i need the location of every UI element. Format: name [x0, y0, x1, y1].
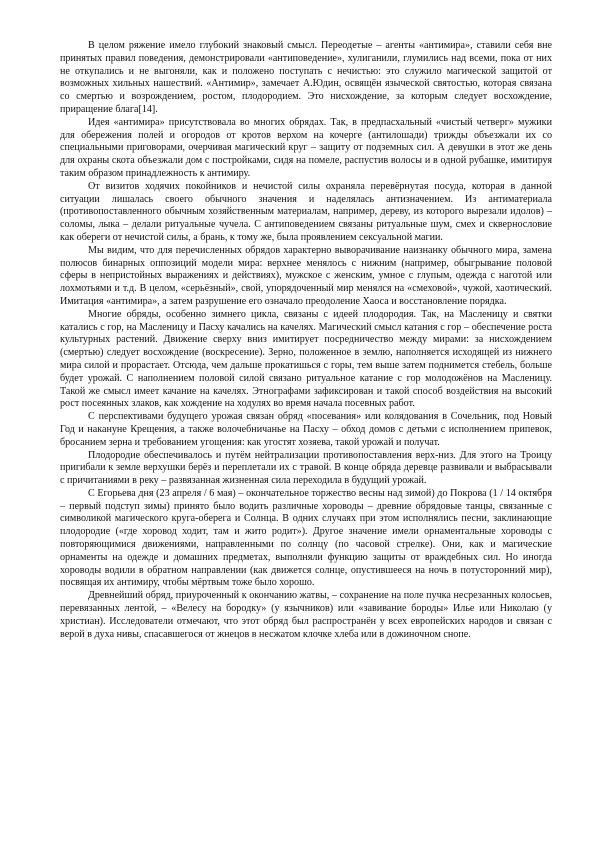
paragraph-4: Мы видим, что для перечисленных обрядов характерно выворачивание наизнанку обычного мира, замена полюсов бинарных оппозиций модели мира: верхнее менялось с нижним (например, обыгрывание половой сферы в непристойных выражениях и действиях), мужское с женским, умное с глупым, одежда с наготой или лохмотьями и т.д. В целом, «серьёзный», свой, упорядоченный мир менялся на «смеховой», чужой, хаотический. Имитация «антимира», а затем разрушение его означало преодоление Хаоса и восстановление порядка.	[60, 244, 552, 307]
document-page	[60, 40, 552, 641]
paragraph-9: Древнейший обряд, приуроченный к окончанию жатвы, – сохранение на поле пучка несрезанных колосьев, перевязанных лентой, – «Велесу на бородку» (у язычников) или «завивание бороды» Илье или Николаю (у христиан). Исследователи отмечают, что этот обряд был распространён у всех европейских народов и связан с верой в духа нивы, спасавшегося от жнецов в несжатом клочке хлеба или в дожиночном снопе.	[60, 590, 552, 640]
paragraph-1: В целом ряжение имело глубокий знаковый смысл. Переодетые – агенты «антимира», ставили себя вне принятых правил поведения, демонстрировали «антиповедение», хулиганили, глумились над всеми, пока от них не откупались и не выгоняли, как и положено поступать с нечистью: это служило магической защитой от возможных хильных нашествий. «Антимир», замечает А.Юдин, освящён языческой святостью, которая связана со смертью и возрождением, ростом, плодородием. Это нисхождение, за которым следует восхождение, приращение блага[14].	[60, 40, 552, 115]
paragraph-3: От визитов ходячих покойников и нечистой силы охраняла перевёрнутая посуда, которая в данной ситуации лишалась своего обычного значения и наделялась антизначением. Из антиматериала (противопоставленного обычным хозяйственным материалам, например, дереву, из которого вырезали идолов) – соломы, лыка – делали ритуальные чучела. С антиповедением связаны ритуальные шум, смех и сквернословие как обереги от нечистой силы, а брань, к тому же, была проявлением сексуальной магии.	[60, 180, 552, 243]
paragraph-5: Многие обряды, особенно зимнего цикла, связаны с идеей плодородия. Так, на Масленицу и святки катались с гор, на Масленицу и Пасху качались на качелях. Магический смысл катания с гор – обеспечение роста культурных растений. Движение сверху вниз имитирует посредничество между мирами: за нисхождением (смертью) следует восхождение (воскресение). Зерно, положенное в землю, наполняется исходящей из нижнего мира силой и прорастает. Отсюда, чем дальше прокатишься с горы, тем выше затем поднимется стебель, больше будет урожай. С наполнением половой силой связано ритуальное катание с гор молодожёнов на Масленицу. Такой же смысл имеет качание на качелях. Этнографами зафиксирован и такой способ воздействия на высокий рост посеянных злаков, как хождение на ходулях во время начала посевных работ.	[60, 308, 552, 410]
paragraph-7: Плодородие обеспечивалось и путём нейтрализации противопоставления верх-низ. Для этого на Троицу пригибали к земле верхушки берёз и переплетали их с травой. В конце обряда деревце развивали и выбрасывали с причитаниями в реку – развязанная жизненная сила переходила в будущий урожай.	[60, 449, 552, 487]
paragraph-6: С перспективами будущего урожая связан обряд «посевания» или колядования в Сочельник, под Новый Год и накануне Крещения, а также волочебничанье на Пасху – обход домов с детьми с исполнением припевок, бросанием зерна и требованием угощения: как угостят хозяева, такой урожай и получат.	[60, 411, 552, 448]
paragraph-8: С Егорьева дня (23 апреля / 6 мая) – окончательное торжество весны над зимой) до Покрова (1 / 14 октября – первый подступ зимы) принято было водить различные хороводы – древние обрядовые танцы, связанные с символикой магического круга-оберега и Солнца. В одних случаях при этом исполнялись песни, заклинающие плодородие («где хоровод ходит, там и жито родит»). Другое значение имели орнаментальные хороводы с повторяющимися движениями, направленными по солнцу (по часовой стрелке). Они, как и магические орнаменты на одежде и домашних предметах, выполняли функцию защиты от враждебных сил. Но иногда хороводы водили в обратном направлении (как движется солнце, опустившееся на ночь в потусторонний мир), посвящая их антимиру, чтобы мёртвым тоже было хорошо.	[60, 487, 552, 589]
paragraph-2: Идея «антимира» присутствовала во многих обрядах. Так, в предпасхальный «чистый четверг» мужики для обережения полей и огородов от кротов верхом на кочерге (антилошади) трижды объезжали их со специальными приговорами, очерчивая магический круг – защиту от подземных сил. А девушки в этот же день для охраны скота объезжали дом с постройками, сидя на помеле, распустив волосы и в одной рубашке, имитируя таким образом принадлежность к антимиру.	[60, 116, 552, 179]
